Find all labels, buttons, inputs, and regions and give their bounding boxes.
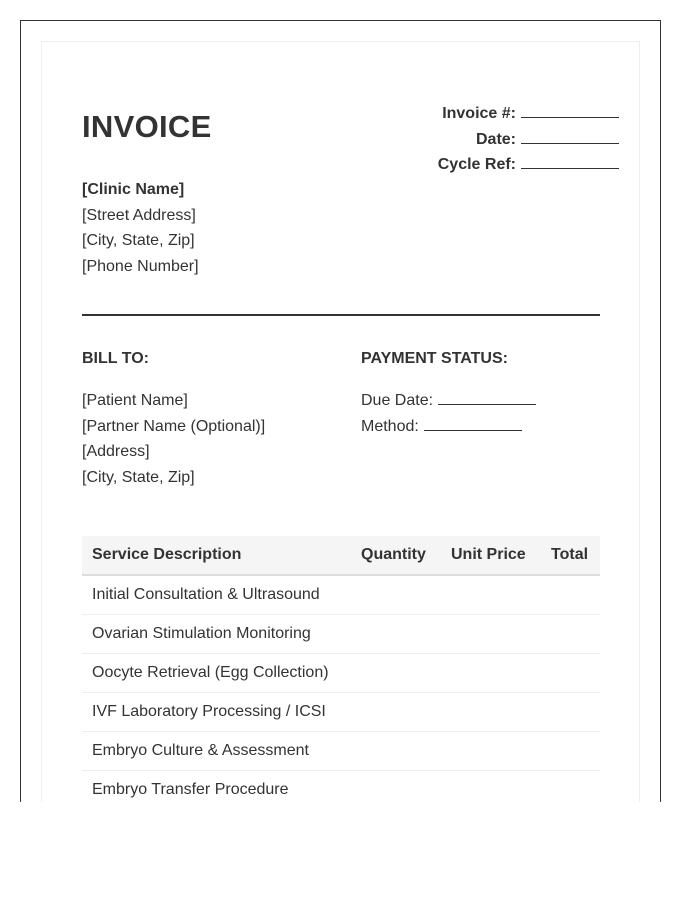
header-divider	[82, 314, 600, 316]
table-row	[82, 693, 600, 732]
total-cell	[541, 575, 600, 615]
unit-price-cell	[441, 771, 541, 803]
header-quantity: Quantity	[351, 536, 441, 575]
service-description-cell: Embryo Culture & Assessment	[82, 732, 351, 771]
quantity-cell	[351, 771, 441, 803]
invoice-title: INVOICE	[82, 109, 212, 144]
date-blank	[521, 127, 619, 144]
invoice-number-label: Invoice #:	[442, 105, 516, 122]
method-row	[361, 414, 536, 440]
payment-status-heading: PAYMENT STATUS:	[361, 350, 508, 367]
table-row	[82, 575, 600, 615]
total-cell	[541, 732, 600, 771]
unit-price-cell	[441, 693, 541, 732]
due-date-label: Due Date:	[361, 392, 434, 409]
service-description-cell: Initial Consultation & Ultrasound	[82, 575, 351, 615]
total-cell	[541, 654, 600, 693]
unit-price-cell	[441, 575, 541, 615]
table-row	[82, 654, 600, 693]
quantity-cell	[351, 732, 441, 771]
services-table	[82, 536, 600, 802]
due-date-blank	[438, 388, 536, 405]
table-row	[82, 732, 600, 771]
total-cell	[541, 771, 600, 803]
payment-status-section	[361, 348, 536, 439]
unit-price-cell	[441, 654, 541, 693]
table-row	[82, 771, 600, 803]
invoice-meta	[438, 101, 619, 178]
quantity-cell	[351, 654, 441, 693]
clinic-city: [City, State, Zip]	[82, 232, 195, 249]
header-unit-price: Unit Price	[441, 536, 541, 575]
bill-to-city: [City, State, Zip]	[82, 468, 195, 486]
clinic-phone: [Phone Number]	[82, 257, 199, 275]
document-frame	[20, 20, 661, 802]
table-row	[82, 615, 600, 654]
header-total: Total	[541, 536, 600, 575]
invoice-number-blank	[521, 101, 619, 118]
service-description-cell: IVF Laboratory Processing / ICSI	[82, 693, 351, 732]
quantity-cell	[351, 693, 441, 732]
date-row	[438, 127, 619, 153]
clinic-street: [Street Address]	[82, 206, 196, 224]
quantity-cell	[351, 615, 441, 654]
clinic-name: [Clinic Name]	[82, 181, 185, 198]
cycle-ref-label: Cycle Ref:	[437, 156, 516, 173]
method-label: Method:	[361, 417, 419, 435]
total-cell	[541, 615, 600, 654]
quantity-cell	[351, 575, 441, 615]
clinic-info	[82, 177, 199, 279]
bill-to-address: [Address]	[82, 443, 150, 460]
header-service-description: Service Description	[82, 536, 351, 575]
service-description-cell: Oocyte Retrieval (Egg Collection)	[82, 654, 351, 693]
total-cell	[541, 693, 600, 732]
partner-name: [Partner Name (Optional)]	[82, 417, 266, 435]
table-header-row	[82, 536, 600, 575]
due-date-row	[361, 388, 536, 414]
date-label: Date:	[475, 130, 516, 148]
cycle-ref-blank	[521, 152, 619, 169]
service-description-cell: Ovarian Stimulation Monitoring	[82, 615, 351, 654]
cycle-ref-row	[438, 152, 619, 178]
method-blank	[424, 414, 522, 431]
invoice-number-row	[438, 101, 619, 127]
unit-price-cell	[441, 615, 541, 654]
bill-to-section	[82, 348, 265, 490]
service-description-cell: Embryo Transfer Procedure	[82, 771, 351, 803]
patient-name: [Patient Name]	[82, 392, 188, 409]
bill-to-heading: BILL TO:	[82, 350, 149, 367]
unit-price-cell	[441, 732, 541, 771]
